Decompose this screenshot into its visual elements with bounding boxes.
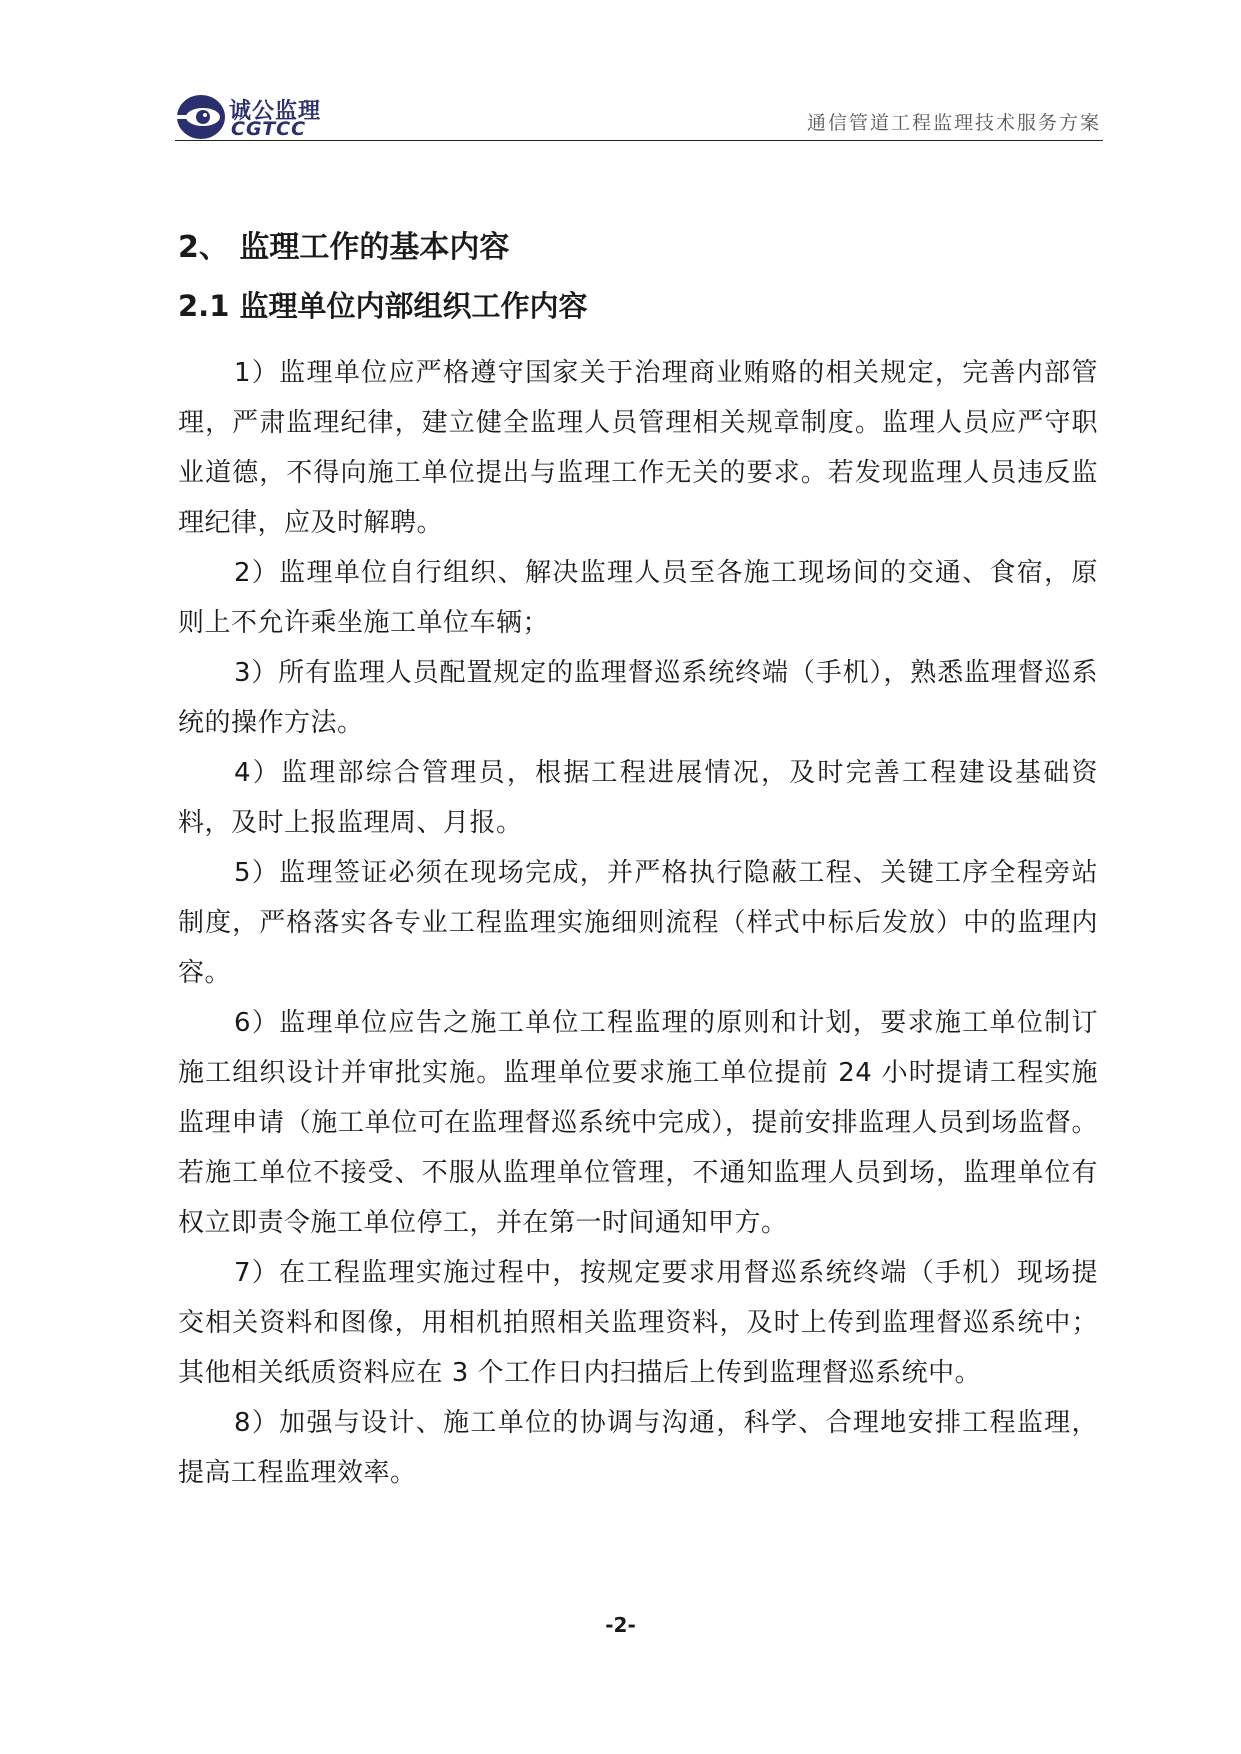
body-text — [178, 348, 1098, 1498]
company-logo — [175, 90, 335, 142]
paragraph-3: 3）所有监理人员配置规定的监理督巡系统终端（手机），熟悉监理督巡系统的操作方法。 — [178, 658, 1098, 738]
paragraph-4: 4）监理部综合管理员，根据工程进展情况，及时完善工程建设基础资料，及时上报监理周、月报。 — [178, 758, 1098, 838]
paragraph-7: 7）在工程监理实施过程中，按规定要求用督巡系统终端（手机）现场提交相关资料和图像，用相机拍照相关监理资料，及时上传到监理督巡系统中；其他相关纸质资料应在 3 个工作日内扫描后上传到监理督巡系统中。 — [178, 1258, 1098, 1388]
page-number: -2- — [605, 1613, 636, 1637]
paragraph-1: 1）监理单位应严格遵守国家关于治理商业贿赂的相关规定，完善内部管理，严肃监理纪律，建立健全监理人员管理相关规章制度。监理人员应严守职业道德，不得向施工单位提出与监理工作无关的要求。若发现监理人员违反监理纪律，应及时解聘。 — [178, 358, 1098, 538]
header-rule — [175, 140, 1103, 141]
paragraph-2: 2）监理单位自行组织、解决监理人员至各施工现场间的交通、食宿，原则上不允许乘坐施工单位车辆； — [178, 558, 1098, 638]
page-header — [175, 90, 1103, 142]
section-heading: 2、 监理工作的基本内容 — [178, 230, 510, 265]
subsection-heading: 2.1 监理单位内部组织工作内容 — [178, 289, 588, 323]
document-title: 通信管道工程监理技术服务方案 — [806, 112, 1101, 134]
logo-chinese-name: 诚公监理 — [229, 99, 322, 124]
paragraph-5: 5）监理签证必须在现场完成，并严格执行隐蔽工程、关键工序全程旁站制度，严格落实各专业工程监理实施细则流程（样式中标后发放）中的监理内容。 — [178, 858, 1098, 988]
logo-english-name: CGTCC — [231, 118, 307, 140]
paragraph-6: 6）监理单位应告之施工单位工程监理的原则和计划，要求施工单位制订施工组织设计并审批实施。监理单位要求施工单位提前 24 小时提请工程实施监理申请（施工单位可在监理督巡系统中完成），提前安排监理人员到场监督。若施工单位不接受、不服从监理单位管理，不通知监理人员到场，监理单位有权立即责令施工单位停工，并在第一时间通知甲方。 — [178, 1008, 1098, 1238]
eye-logo-icon — [175, 92, 227, 142]
paragraph-8: 8）加强与设计、施工单位的协调与沟通，科学、合理地安排工程监理，提高工程监理效率。 — [178, 1408, 1098, 1488]
